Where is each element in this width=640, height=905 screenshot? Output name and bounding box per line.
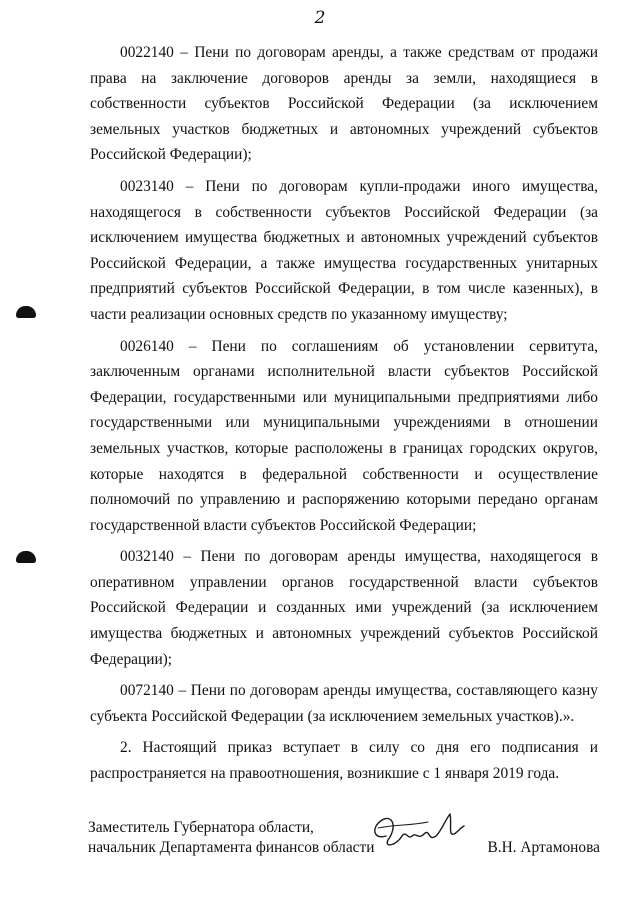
paragraph: 0022140 – Пени по договорам аренды, а также средствам от продажи права на заключение договоров аренды за земли, находящиеся в собственности субъектов Российской Федерации (за исключением земельных участков бюджетных и автономных учреждений субъектов Российской Федерации); xyxy=(90,44,598,164)
paragraph: 0072140 – Пени по договорам аренды имущества, составляющего казну субъекта Российской Федерации (за исключением земельных участков).». xyxy=(90,682,598,725)
signatory-title-line-2: начальник Департамента финансов области xyxy=(88,839,375,856)
handwritten-signature xyxy=(368,806,468,856)
document-body xyxy=(90,40,598,793)
punch-hole-mark xyxy=(16,306,36,318)
signatory-name: В.Н. Артамонова xyxy=(487,839,600,856)
paragraph: 0032140 – Пени по договорам аренды имущества, находящегося в оперативном управлении органов государственной власти субъектов Российской Федерации и созданных ими учреждений (за исключением имущества бюджетных и автономных учреждений субъектов Российской Федерации); xyxy=(90,548,598,668)
paragraph: 0023140 – Пени по договорам купли-продажи иного имущества, находящегося в собственности субъектов Российской Федерации (за исключением имущества бюджетных и автономных учреждений субъектов Российской Федерации, а также имущества государственных унитарных предприятий субъектов Российской Федерации, в том числе казенных), в части реализации основных средств по указанному имуществу; xyxy=(90,177,598,323)
page-number: 2 xyxy=(314,8,326,28)
punch-hole-mark xyxy=(16,551,36,563)
signature-block xyxy=(88,818,600,858)
paragraph: 2. Настоящий приказ вступает в силу со дня его подписания и распространяется на правоотношения, возникшие с 1 января 2019 года. xyxy=(90,739,598,783)
paragraph: 0026140 – Пени по соглашениям об установлении сервитута, заключенным органами исполнительной власти субъектов Российской Федерации, государственными или муниципальными предприятиями либо государственными или муниципальными учреждениями в отношении земельных участков, которые расположены в границах городских округов, которые находятся в федеральной собственности и осуществление полномочий по управлению и распоряжению которыми передано органам государственной власти субъектов Российской Федерации; xyxy=(90,337,598,534)
signatory-title-line-1: Заместитель Губернатора области, xyxy=(88,819,314,836)
